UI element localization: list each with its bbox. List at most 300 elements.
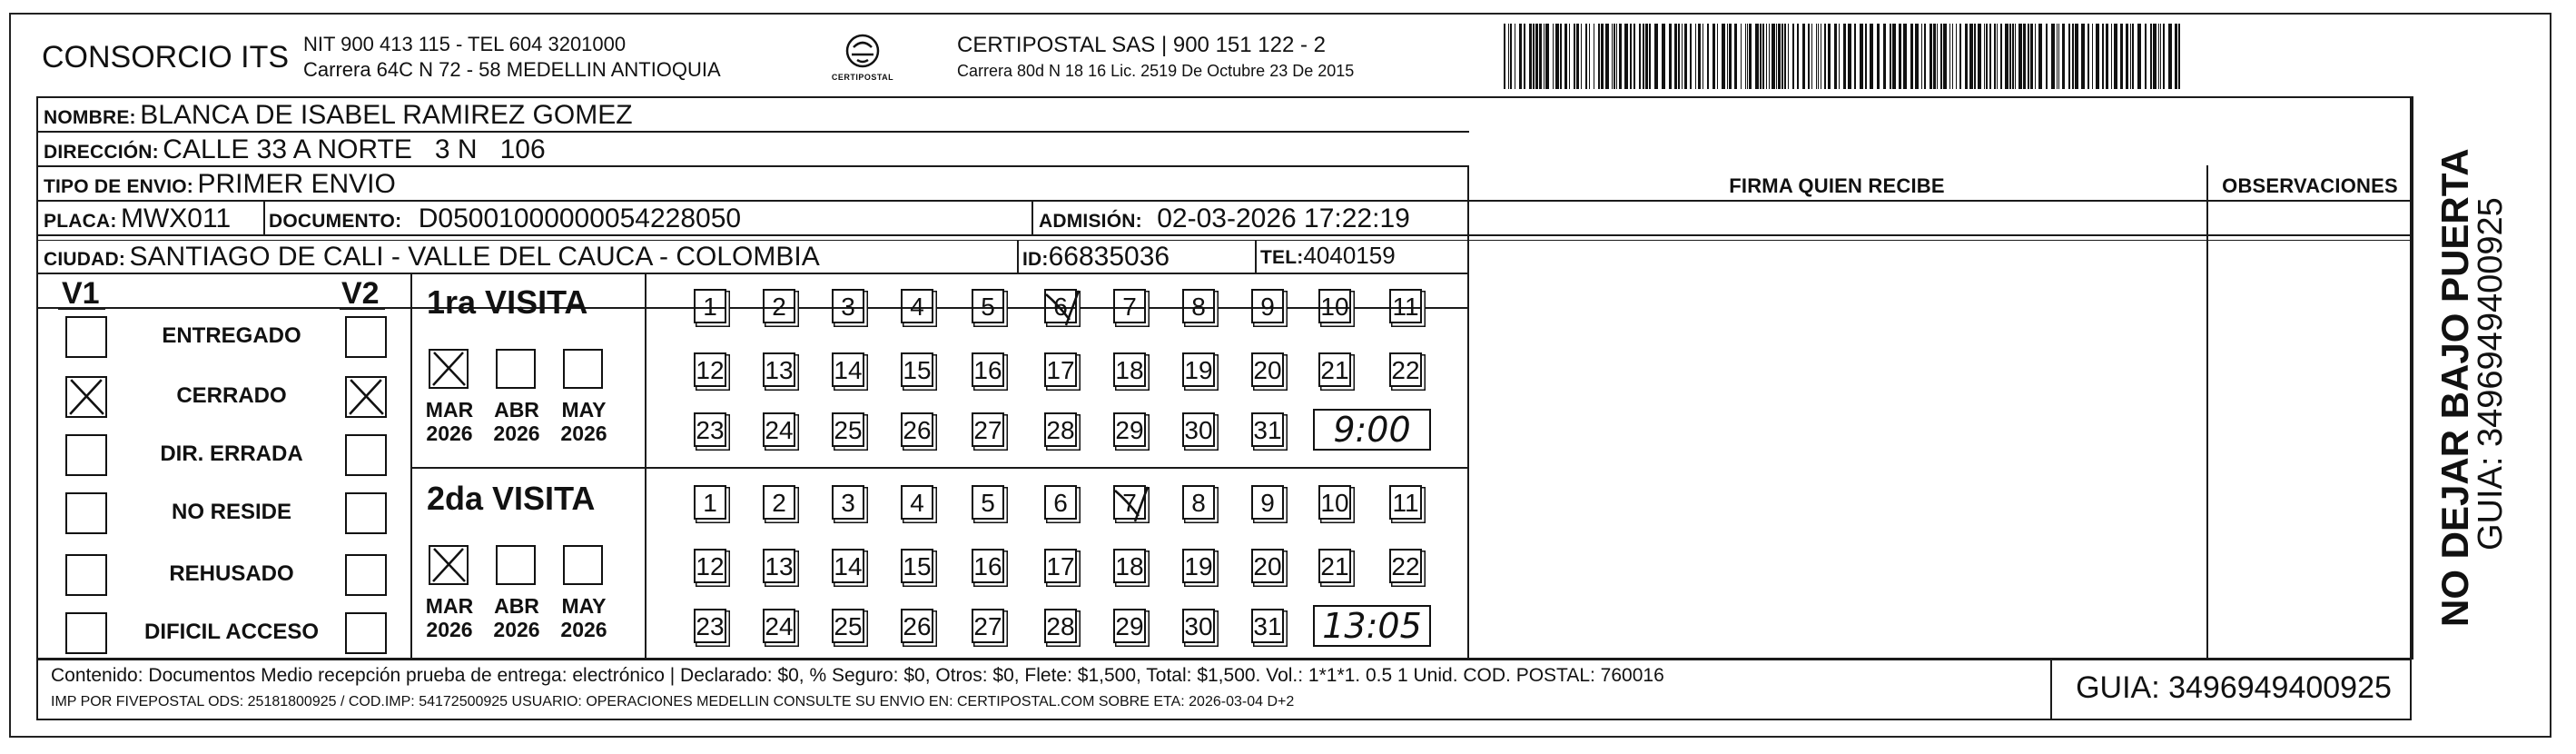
barcode-bar — [1788, 24, 1789, 89]
barcode-bar — [1624, 24, 1628, 89]
company-nit: NIT 900 413 115 - TEL 604 3201000 — [303, 33, 627, 55]
barcode-bar — [2092, 24, 2093, 89]
barcode-bar — [1535, 24, 1538, 89]
barcode-bar — [1903, 24, 1907, 89]
barcode-bar — [1585, 24, 1587, 89]
day-box[interactable]: 26 — [901, 609, 933, 643]
barcode-bar — [1937, 24, 1938, 89]
day-box[interactable]: 10 — [1318, 289, 1351, 323]
row-divider — [36, 240, 2412, 241]
barcode-bar — [1639, 24, 1641, 89]
id-label: ID: — [1022, 249, 1049, 270]
day-box[interactable]: 3 — [832, 289, 864, 323]
row-divider — [36, 200, 2412, 202]
barcode-bar — [1915, 24, 1919, 89]
day-box[interactable]: 14 — [832, 549, 864, 583]
barcode-bar — [1974, 24, 1976, 89]
day-box[interactable]: 13 — [763, 352, 795, 387]
admision-cell — [1039, 203, 1410, 234]
barcode-bar — [1589, 24, 1590, 89]
tel-cell — [1260, 242, 1396, 270]
day-box[interactable]: 24 — [763, 609, 795, 643]
barcode-bar — [1576, 24, 1579, 89]
barcode-bar — [2075, 24, 2078, 89]
barcode-bar — [1816, 24, 1817, 89]
barcode-bar — [1612, 24, 1613, 89]
visit-time: 9:00 — [1333, 410, 1411, 450]
day-box[interactable]: 30 — [1182, 412, 1215, 447]
day-box[interactable]: 18 — [1113, 549, 1146, 583]
v2-checkbox[interactable] — [345, 434, 387, 476]
barcode-bar — [2111, 24, 2112, 89]
day-box[interactable]: 19 — [1182, 352, 1215, 387]
barcode-bar — [1555, 24, 1559, 89]
day-box[interactable]: 13 — [763, 549, 795, 583]
barcode-bar — [2153, 24, 2157, 89]
day-box[interactable]: 17 — [1044, 549, 1077, 583]
carrier-line: CERTIPOSTAL SAS | 900 151 122 - 2 — [957, 33, 1326, 57]
row-divider — [36, 131, 1469, 133]
barcode-bar — [1745, 24, 1746, 89]
imp-text: IMP POR FIVEPOSTAL ODS: 25181800925 / COD.IMP: 54172500925 USUARIO: OPERACIONES MEDELLIN CONSULTE SU ENVIO EN: CERTIPOSTAL.COM SOBRE ETA: 2026-03-04 D+2 — [51, 694, 1295, 709]
barcode-bar — [1802, 24, 1805, 89]
day-box[interactable]: 6 — [1044, 289, 1077, 323]
barcode-bar — [1952, 24, 1953, 89]
day-box[interactable]: 3 — [832, 485, 864, 520]
month-checkbox[interactable] — [563, 545, 603, 585]
barcode-bar — [1722, 24, 1725, 89]
barcode-bar — [1994, 24, 1996, 89]
barcode-bar — [2038, 24, 2042, 89]
barcode-bar — [2023, 24, 2026, 89]
barcode-bar — [1569, 24, 1570, 89]
barcode-bar — [1940, 24, 1942, 89]
barcode-bar — [2028, 24, 2029, 89]
tipo-row — [44, 169, 396, 200]
month-checkbox[interactable] — [563, 349, 603, 389]
barcode-bar — [1921, 24, 1922, 89]
barcode-bar — [2057, 24, 2058, 89]
day-box[interactable]: 26 — [901, 412, 933, 447]
day-box[interactable]: 29 — [1113, 609, 1146, 643]
barcode-bar — [1997, 24, 1998, 89]
barcode-bar — [2178, 24, 2180, 89]
day-box[interactable]: 5 — [972, 289, 1004, 323]
row-divider — [36, 234, 2412, 236]
barcode-bar — [1695, 24, 1696, 89]
barcode-bar — [1654, 24, 1658, 89]
day-box[interactable]: 31 — [1251, 412, 1284, 447]
direccion-row — [44, 134, 546, 165]
barcode-bar — [1545, 24, 1549, 89]
placa-cell — [44, 203, 231, 234]
barcode-bar — [1784, 24, 1786, 89]
v1-header: V1 — [62, 276, 100, 311]
barcode-bar — [2051, 24, 2055, 89]
reason-label: DIR. ERRADA — [160, 441, 303, 466]
direccion-label: DIRECCIÓN: — [44, 142, 159, 163]
direccion-value: CALLE 33 A NORTE 3 N 106 — [163, 134, 546, 164]
barcode-bar — [1747, 24, 1748, 89]
day-box[interactable]: 2 — [763, 289, 795, 323]
barcode-bar — [2005, 24, 2008, 89]
v1-checkbox[interactable] — [65, 492, 107, 534]
barcode-bar — [1883, 24, 1886, 89]
barcode-bar — [1698, 24, 1701, 89]
logo-text: CERTIPOSTAL — [831, 73, 894, 82]
day-box[interactable]: 25 — [832, 609, 864, 643]
barcode-bar — [1818, 24, 1819, 89]
barcode-bar — [2163, 24, 2165, 89]
day-box[interactable]: 12 — [694, 549, 726, 583]
barcode-bar — [1776, 24, 1777, 89]
barcode-bar — [1539, 24, 1542, 89]
footer-guia-divider — [2050, 659, 2052, 720]
admision-value: 02-03-2026 17:22:19 — [1157, 203, 1410, 233]
barcode-bar — [1734, 24, 1737, 89]
barcode-bar — [1755, 24, 1759, 89]
barcode-bar — [1581, 24, 1582, 89]
reason-label: ENTREGADO — [162, 323, 301, 348]
day-box[interactable]: 4 — [901, 289, 933, 323]
placa-value: MWX011 — [120, 203, 232, 233]
day-check-mark — [1042, 287, 1084, 329]
barcode-bar — [1682, 24, 1683, 89]
v2-checkbox[interactable] — [345, 376, 387, 418]
barcode-bar — [1762, 24, 1764, 89]
month-checkbox[interactable] — [496, 349, 536, 389]
barcode-bar — [2087, 24, 2089, 89]
barcode-bar — [1899, 24, 1901, 89]
barcode-bar — [1910, 24, 1913, 89]
month-checkbox[interactable] — [496, 545, 536, 585]
documento-label: DOCUMENTO: — [269, 211, 402, 232]
side-warning: NO DEJAR BAJO PUERTA — [2433, 148, 2476, 627]
barcode-bar — [1727, 24, 1728, 89]
barcode-bar — [1769, 24, 1770, 89]
day-box[interactable]: 27 — [972, 609, 1004, 643]
visit-time-box[interactable] — [1313, 409, 1431, 451]
barcode-bar — [1504, 24, 1505, 89]
day-box[interactable]: 22 — [1389, 352, 1422, 387]
barcode-bar — [2030, 24, 2033, 89]
month-checkbox[interactable] — [429, 545, 469, 585]
barcode-bar — [1854, 24, 1856, 89]
barcode-bar — [1574, 24, 1575, 89]
ciudad-value: SANTIAGO DE CALI - VALLE DEL CAUCA - COLOMBIA — [129, 242, 820, 272]
v2-checkbox[interactable] — [345, 554, 387, 596]
barcode-bar — [1553, 24, 1554, 89]
barcode-bar — [1630, 24, 1632, 89]
barcode-bar — [1678, 24, 1680, 89]
day-box[interactable]: 31 — [1251, 609, 1284, 643]
day-box[interactable]: 15 — [901, 549, 933, 583]
barcode-bar — [2120, 24, 2123, 89]
barcode-bar — [1564, 24, 1567, 89]
tel-label: TEL: — [1260, 247, 1304, 268]
barcode-bar — [2168, 24, 2172, 89]
barcode-bar — [1598, 24, 1600, 89]
barcode-bar — [1978, 24, 1981, 89]
barcode-bar — [2145, 24, 2147, 89]
barcode-bar — [2102, 24, 2104, 89]
barcode-bar — [1892, 24, 1896, 89]
day-box[interactable]: 10 — [1318, 485, 1351, 520]
barcode-bar — [1949, 24, 1950, 89]
day-box[interactable]: 1 — [694, 485, 726, 520]
day-box[interactable]: 21 — [1318, 549, 1351, 583]
barcode-bar — [1544, 24, 1545, 89]
v1-checkbox[interactable] — [65, 316, 107, 358]
barcode-bar — [1766, 24, 1767, 89]
day-box[interactable]: 6 — [1044, 485, 1077, 520]
nombre-label: NOMBRE: — [44, 107, 136, 128]
tel-divider — [1255, 240, 1257, 273]
barcode-bar — [1717, 24, 1718, 89]
month-label: MAR — [425, 594, 474, 618]
month-label: MAY — [561, 398, 607, 422]
barcode-bar — [2106, 24, 2108, 89]
barcode-bar — [2015, 24, 2016, 89]
day-box[interactable]: 23 — [694, 609, 726, 643]
barcode-bar — [1930, 24, 1932, 89]
visit-time-box[interactable] — [1313, 605, 1431, 647]
barcode-bar — [1860, 24, 1863, 89]
barcode — [1504, 24, 2185, 89]
id-value: 66835036 — [1048, 242, 1170, 272]
v1-checkbox[interactable] — [65, 434, 107, 476]
reason-label: DIFICIL ACCESO — [143, 620, 319, 644]
nombre-value: BLANCA DE ISABEL RAMIREZ GOMEZ — [140, 100, 633, 130]
barcode-bar — [2160, 24, 2161, 89]
admision-label: ADMISIÓN: — [1039, 211, 1142, 232]
company-name: CONSORCIO ITS — [42, 40, 290, 74]
side-guia: GUIA: 3496949400925 — [2472, 197, 2510, 551]
visit-divider — [645, 273, 646, 659]
month-year: 2026 — [426, 422, 473, 445]
day-box[interactable]: 20 — [1251, 352, 1284, 387]
reason-label: NO RESIDE — [171, 500, 292, 524]
day-box[interactable]: 16 — [972, 549, 1004, 583]
documento-value: D05001000000054228050 — [418, 203, 742, 233]
barcode-bar — [1645, 24, 1648, 89]
barcode-bar — [1601, 24, 1604, 89]
contenido-text: Contenido: Documentos Medio recepción prueba de entrega: electrónico | Declarado: $0, % Seguro: $0, Otros: $0, Flete: $1,500, Total: $1,500. Vol.: 1*1*1. 0.5 1 Unid. COD. POSTAL: 760016 — [51, 665, 1664, 686]
day-box[interactable]: 22 — [1389, 549, 1422, 583]
barcode-bar — [2158, 24, 2159, 89]
id-cell — [1022, 242, 1170, 273]
barcode-bar — [2062, 24, 2065, 89]
month-label: ABR — [494, 398, 539, 422]
barcode-bar — [1519, 24, 1522, 89]
barcode-bar — [1605, 24, 1609, 89]
firma-header: FIRMA QUIEN RECIBE — [1729, 174, 1945, 197]
barcode-bar — [1808, 24, 1810, 89]
v2-checkbox[interactable] — [345, 316, 387, 358]
placa-label: PLACA: — [44, 211, 117, 232]
v2-checkbox[interactable] — [345, 492, 387, 534]
barcode-bar — [1669, 24, 1672, 89]
barcode-bar — [1729, 24, 1732, 89]
visit-title: 1ra VISITA — [427, 283, 588, 321]
observaciones-header: OBSERVACIONES — [2222, 174, 2398, 197]
barcode-bar — [1633, 24, 1635, 89]
barcode-bar — [1690, 24, 1692, 89]
barcode-bar — [1619, 24, 1622, 89]
barcode-bar — [2081, 24, 2085, 89]
month-label: ABR — [494, 594, 539, 618]
day-box[interactable]: 7 — [1113, 289, 1146, 323]
visit-split — [410, 467, 1469, 469]
barcode-bar — [1760, 24, 1762, 89]
month-year: 2026 — [426, 618, 473, 641]
day-box[interactable]: 28 — [1044, 609, 1077, 643]
barcode-bar — [1959, 24, 1961, 89]
barcode-bar — [2096, 24, 2099, 89]
day-box[interactable]: 11 — [1389, 485, 1422, 520]
month-year: 2026 — [560, 618, 607, 641]
day-check-mark — [1111, 483, 1153, 525]
barcode-bar — [1649, 24, 1651, 89]
barcode-bar — [1989, 24, 1991, 89]
barcode-bar — [1741, 24, 1742, 89]
day-box[interactable]: 12 — [694, 352, 726, 387]
day-box[interactable]: 2 — [763, 485, 795, 520]
day-box[interactable]: 29 — [1113, 412, 1146, 447]
barcode-bar — [2012, 24, 2014, 89]
barcode-bar — [1824, 24, 1826, 89]
barcode-bar — [2068, 24, 2070, 89]
day-box[interactable]: 5 — [972, 485, 1004, 520]
barcode-bar — [1828, 24, 1831, 89]
day-box[interactable]: 23 — [694, 412, 726, 447]
barcode-bar — [1797, 24, 1799, 89]
v1-checkbox[interactable] — [65, 612, 107, 654]
barcode-bar — [1614, 24, 1615, 89]
barcode-bar — [1848, 24, 1851, 89]
barcode-bar — [1707, 24, 1709, 89]
v-underline — [340, 307, 385, 310]
day-box[interactable]: 20 — [1251, 549, 1284, 583]
barcode-bar — [2150, 24, 2152, 89]
placa-divider — [263, 200, 265, 234]
barcode-bar — [1778, 24, 1781, 89]
barcode-bar — [1772, 24, 1775, 89]
day-box[interactable]: 17 — [1044, 352, 1077, 387]
barcode-bar — [1792, 24, 1794, 89]
day-box[interactable]: 11 — [1389, 289, 1422, 323]
status-divider — [410, 273, 412, 659]
barcode-bar — [1684, 24, 1687, 89]
day-box[interactable]: 27 — [972, 412, 1004, 447]
barcode-bar — [1524, 24, 1525, 89]
barcode-bar — [1965, 24, 1968, 89]
day-box[interactable]: 9 — [1251, 485, 1284, 520]
barcode-bar — [1865, 24, 1867, 89]
barcode-bar — [1834, 24, 1837, 89]
barcode-bar — [1870, 24, 1873, 89]
day-box[interactable]: 18 — [1113, 352, 1146, 387]
barcode-bar — [2132, 24, 2134, 89]
barcode-bar — [1986, 24, 1988, 89]
reason-label: CERRADO — [176, 383, 287, 408]
barcode-bar — [1969, 24, 1973, 89]
day-box[interactable]: 25 — [832, 412, 864, 447]
v2-header: V2 — [341, 276, 380, 311]
admision-divider — [1031, 200, 1033, 234]
v1-checkbox[interactable] — [65, 376, 107, 418]
barcode-bar — [1890, 24, 1891, 89]
barcode-bar — [2058, 24, 2059, 89]
barcode-bar — [1877, 24, 1880, 89]
month-year: 2026 — [493, 618, 540, 641]
barcode-bar — [1933, 24, 1936, 89]
day-box[interactable]: 21 — [1318, 352, 1351, 387]
barcode-bar — [2000, 24, 2002, 89]
day-box[interactable]: 8 — [1182, 289, 1215, 323]
day-box[interactable]: 8 — [1182, 485, 1215, 520]
ciudad-label: CIUDAD: — [44, 249, 126, 270]
day-box[interactable]: 9 — [1251, 289, 1284, 323]
barcode-bar — [1616, 24, 1617, 89]
barcode-bar — [2018, 24, 2022, 89]
row-divider — [36, 165, 1469, 167]
day-box[interactable]: 16 — [972, 352, 1004, 387]
barcode-bar — [1956, 24, 1957, 89]
day-box[interactable]: 1 — [694, 289, 726, 323]
v1-checkbox[interactable] — [65, 554, 107, 596]
barcode-bar — [1674, 24, 1677, 89]
day-box[interactable]: 7 — [1113, 485, 1146, 520]
month-label: MAY — [561, 594, 607, 618]
day-box[interactable]: 14 — [832, 352, 864, 387]
barcode-bar — [2114, 24, 2117, 89]
month-label: MAR — [425, 398, 474, 422]
barcode-bar — [2072, 24, 2074, 89]
barcode-bar — [1984, 24, 1985, 89]
visit-time: 13:05 — [1322, 606, 1422, 646]
day-box[interactable]: 4 — [901, 485, 933, 520]
day-box[interactable]: 24 — [763, 412, 795, 447]
day-box[interactable]: 30 — [1182, 609, 1215, 643]
row-divider — [36, 273, 1469, 274]
barcode-bar — [2009, 24, 2011, 89]
observaciones-divider — [2206, 165, 2208, 660]
barcode-bar — [2046, 24, 2048, 89]
barcode-bar — [1560, 24, 1562, 89]
month-checkbox[interactable] — [429, 349, 469, 389]
day-box[interactable]: 28 — [1044, 412, 1077, 447]
tipo-value: PRIMER ENVIO — [197, 169, 396, 199]
month-year: 2026 — [493, 422, 540, 445]
footer-guia: GUIA: 3496949400925 — [2076, 670, 2392, 705]
firma-divider — [1467, 165, 1469, 660]
barcode-bar — [1529, 24, 1532, 89]
month-year: 2026 — [560, 422, 607, 445]
tipo-label: TIPO DE ENVIO: — [44, 176, 193, 197]
barcode-bar — [1943, 24, 1947, 89]
v2-checkbox[interactable] — [345, 612, 387, 654]
barcode-bar — [1924, 24, 1926, 89]
day-box[interactable]: 15 — [901, 352, 933, 387]
company-address: Carrera 64C N 72 - 58 MEDELLIN ANTIOQUIA — [303, 58, 721, 81]
documento-cell — [269, 203, 741, 234]
barcode-bar — [1781, 24, 1783, 89]
carrier-address: Carrera 80d N 18 16 Lic. 2519 De Octubre 23 De 2015 — [957, 62, 1355, 80]
day-box[interactable]: 19 — [1182, 549, 1215, 583]
ciudad-cell — [44, 242, 820, 273]
barcode-bar — [1508, 24, 1509, 89]
